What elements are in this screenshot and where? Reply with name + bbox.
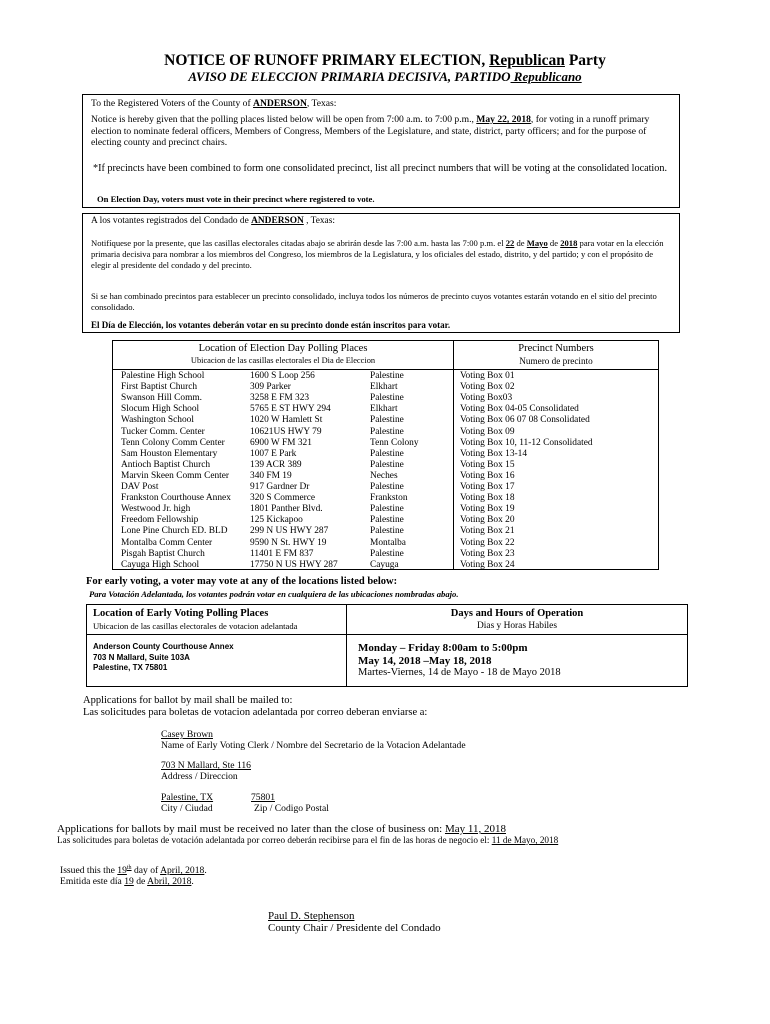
cell-place: DAV Post (121, 482, 159, 492)
cell-place: Slocum High School (121, 404, 200, 415)
mail-deadline-spanish: Las solicitudes para boletas de votación adelantada por correo deberán recibirse para el fin de las horas de negocio el: 11 de Mayo, 2018 (57, 835, 559, 845)
chair-title: County Chair / Presidente del Condado (268, 922, 441, 934)
cell-place: Frankston Courthouse Annex (121, 493, 231, 504)
cell-city: Palestine (370, 526, 404, 537)
cell-precinct: Voting Box 24 (460, 559, 515, 570)
cell-precinct: Voting Box03 (460, 393, 513, 404)
table-row (113, 449, 658, 460)
cell-city: Elkhart (370, 382, 398, 393)
cell-precinct: Voting Box 17 (460, 482, 515, 492)
table-row (113, 371, 658, 382)
cell-city: Palestine (370, 548, 404, 559)
spanish-notice-box (82, 213, 680, 333)
hours-header-spanish: Dias y Horas Habiles (477, 621, 557, 631)
cell-precinct: Voting Box 21 (460, 526, 515, 537)
cell-address: 340 FM 19 (250, 470, 292, 481)
cell-place: Swanson Hill Comm. (121, 393, 202, 404)
clerk-name: Casey Brown (161, 729, 213, 740)
consolidated-note: *If precincts have been combined to form one consolidated precinct, list all precinct numbers that will be voting at the consolidated location. (93, 163, 668, 174)
early-voting-intro-spanish: Para Votación Adelantada, los votantes podrán votar en cualquiera de las ubicaciones nombradas abajo. (89, 589, 459, 599)
spanish-consolidated-note: Si se han combinado precintos para establecer un precinto consolidado, incluya todos los números de precinto cuyos votantes estarán votando en el sitio del precinto consolidado. (91, 291, 657, 312)
zip-label: Zip / Codigo Postal (254, 803, 329, 814)
cell-place: First Baptist Church (121, 382, 198, 393)
cell-address: 139 ACR 389 (250, 459, 302, 470)
cell-place: Tenn Colony Comm Center (121, 437, 225, 448)
english-greeting: To the Registered Voters of the County of ANDERSON, Texas: (91, 98, 337, 109)
cell-precinct: Voting Box 19 (460, 504, 515, 515)
spanish-greeting: A los votantes registrados del Condado de ANDERSON , Texas: (91, 216, 335, 226)
early-voting-location: Anderson County Courthouse Annex 703 N Mallard, Suite 103A Palestine, TX 75801 (93, 642, 234, 672)
cell-address: 3258 E FM 323 (250, 393, 310, 404)
cell-city: Montalba (370, 537, 406, 548)
table-row (113, 538, 658, 549)
cell-precinct: Voting Box 18 (460, 493, 515, 504)
precinct-column-header: Precinct Numbers Numero de precinto (454, 341, 658, 370)
cell-address: 917 Gardner Dr (250, 482, 310, 492)
cell-city: Neches (370, 470, 398, 481)
cell-place: Sam Houston Elementary (121, 448, 218, 459)
cell-city: Elkhart (370, 404, 398, 415)
county-name: ANDERSON (253, 98, 307, 109)
cell-place: Antioch Baptist Church (121, 459, 211, 470)
cell-precinct: Voting Box 04-05 Consolidated (460, 404, 579, 415)
election-date: May 22, 2018 (476, 114, 531, 125)
table-row (113, 427, 658, 438)
clerk-label: Name of Early Voting Clerk / Nombre del Secretario de la Votacion Adelantade (161, 740, 466, 751)
cell-address: 1600 S Loop 256 (250, 371, 315, 381)
cell-place: Westwood Jr. high (121, 504, 191, 515)
table-row (113, 382, 658, 393)
early-voting-table (86, 604, 688, 687)
cell-address: 17750 N US HWY 287 (250, 559, 338, 570)
cell-address: 299 N US HWY 287 (250, 526, 329, 537)
polling-places-table (112, 340, 659, 570)
election-day-rule: On Election Day, voters must vote in their precinct where registered to vote. (97, 194, 375, 204)
cell-precinct: Voting Box 06 07 08 Consolidated (460, 415, 590, 426)
table-row (113, 393, 658, 404)
cell-place: Marvin Skeen Comm Center (121, 470, 230, 481)
cell-city: Palestine (370, 415, 404, 426)
table-row (113, 526, 658, 537)
table-row (113, 415, 658, 426)
cell-city: Palestine (370, 393, 404, 404)
cell-city: Cayuga (370, 559, 399, 570)
cell-place: Palestine High School (121, 371, 205, 381)
clerk-city: Palestine, TX (161, 792, 214, 803)
table-row (113, 560, 658, 571)
cell-city: Palestine (370, 515, 404, 526)
early-location-header: Location of Early Voting Polling Places (93, 608, 269, 619)
cell-address: 1801 Panther Blvd. (250, 504, 323, 515)
cell-address: 320 S Commerce (250, 493, 316, 504)
cell-address: 6900 W FM 321 (250, 437, 312, 448)
cell-place: Freedom Fellowship (121, 515, 199, 526)
cell-precinct: Voting Box 09 (460, 426, 515, 437)
english-notice-box (82, 94, 680, 208)
party-name: Republican (489, 52, 565, 69)
cell-place: Cayuga High School (121, 559, 200, 570)
table-row (113, 404, 658, 415)
early-location-header-spanish: Ubicacion de las casillas electorales de votacion adelantada (93, 621, 298, 631)
issued-date: Issued this the 19th day of April, 2018. (60, 865, 207, 877)
cell-city: Palestine (370, 459, 404, 470)
mail-deadline: Applications for ballots by mail must be received no later than the close of business on: May 11, 2018 (57, 823, 506, 835)
county-name-spanish: ANDERSON (251, 216, 304, 226)
cell-place: Tucker Comm. Center (121, 426, 205, 437)
party-name-spanish: Republicano (510, 69, 582, 84)
cell-address: 5765 E ST HWY 294 (250, 404, 331, 415)
cell-precinct: Voting Box 23 (460, 548, 515, 559)
cell-city: Palestine (370, 426, 404, 437)
cell-place: Washington School (121, 415, 194, 426)
table-row (113, 549, 658, 560)
early-voting-hours: Monday – Friday 8:00am to 5:00pm May 14, 2018 –May 18, 2018 Martes-Viernes, 14 de Mayo - 18 de Mayo 2018 (358, 642, 561, 678)
cell-address: 10621US HWY 79 (250, 426, 322, 437)
mail-intro: Applications for ballot by mail shall be mailed to: (83, 695, 293, 706)
table-row (113, 482, 658, 493)
english-notice-paragraph: Notice is hereby given that the polling places listed below will be open from 7:00 a.m. to 7:00 p.m., May 22, 2018, for voting in a runoff primary election to nominate federal officers, Members of Congress, Members of the Legislature, and state, district, party officers; and for the purpose of electing county and precinct chairs. (91, 114, 650, 148)
cell-address: 1007 E Park (250, 448, 297, 459)
cell-address: 125 Kickapoo (250, 515, 303, 526)
notice-title-spanish: AVISO DE ELECCION PRIMARIA DECISIVA, PARTIDO Republicano (188, 69, 582, 84)
issued-date-spanish: Emitida este día 19 de Abril, 2018. (60, 876, 194, 887)
cell-precinct: Voting Box 20 (460, 515, 515, 526)
cell-precinct: Voting Box 15 (460, 459, 515, 470)
mail-deadline-date: May 11, 2018 (444, 823, 506, 835)
cell-precinct: Voting Box 02 (460, 382, 515, 393)
cell-precinct: Voting Box 16 (460, 470, 515, 481)
clerk-zip: 75801 (251, 792, 275, 803)
table-row (113, 515, 658, 526)
early-voting-intro: For early voting, a voter may vote at any of the locations listed below: (86, 576, 398, 587)
spanish-notice-paragraph: Notifíquese por la presente, que las casillas electorales citadas abajo se abrirán desde las 7:00 a.m. hasta las 7:00 p.m. el 22 de Mayo de 2018 para votar en la elección primaria decisiva para nombrar a los miembros del Congreso, los miembros de la Legislatura, y los oficiales del estado, distrito, y del partido; y con el propósito de elegir al presidente del condado y del precinto. (91, 238, 664, 270)
hours-header: Days and Hours of Operation (450, 608, 584, 619)
cell-precinct: Voting Box 22 (460, 537, 515, 548)
cell-address: 9590 N St. HWY 19 (250, 537, 327, 548)
cell-precinct: Voting Box 10, 11-12 Consolidated (460, 437, 593, 448)
cell-address: 11401 E FM 837 (250, 548, 314, 559)
cell-city: Palestine (370, 504, 404, 515)
table-row (113, 438, 658, 449)
table-row (113, 460, 658, 471)
chair-name: Paul D. Stephenson (268, 910, 355, 922)
cell-place: Lone Pine Church ED. BLD (121, 526, 228, 537)
location-column-header: Location of Election Day Polling Places Ubicacion de las casillas electorales el Dia de Eleccion (113, 341, 454, 370)
early-voting-header-divider (87, 634, 687, 635)
cell-place: Pisgah Baptist Church (121, 548, 205, 559)
table-row (113, 493, 658, 504)
mail-intro-spanish: Las solicitudes para boletas de votacion adelantada por correo deberan enviarse a: (83, 707, 428, 718)
notice-title-english: NOTICE OF RUNOFF PRIMARY ELECTION, Republican Party (164, 52, 606, 69)
cell-place: Montalba Comm Center (121, 537, 213, 548)
clerk-address: 703 N Mallard, Ste 116 (161, 760, 251, 771)
city-label: City / Ciudad (161, 803, 213, 814)
address-label: Address / Direccion (161, 771, 238, 782)
table-row (113, 471, 658, 482)
cell-city: Palestine (370, 448, 404, 459)
cell-city: Palestine (370, 482, 404, 492)
cell-address: 1020 W Hamlett St (250, 415, 323, 426)
spanish-election-day-rule: El Día de Elección, los votantes deberán votar en su precinto donde están inscritos para votar. (91, 320, 451, 330)
cell-precinct: Voting Box 01 (460, 371, 515, 381)
cell-city: Frankston (370, 493, 408, 504)
cell-city: Palestine (370, 371, 404, 381)
cell-address: 309 Parker (250, 382, 291, 393)
cell-precinct: Voting Box 13-14 (460, 448, 528, 459)
cell-city: Tenn Colony (370, 437, 419, 448)
table-row (113, 504, 658, 515)
